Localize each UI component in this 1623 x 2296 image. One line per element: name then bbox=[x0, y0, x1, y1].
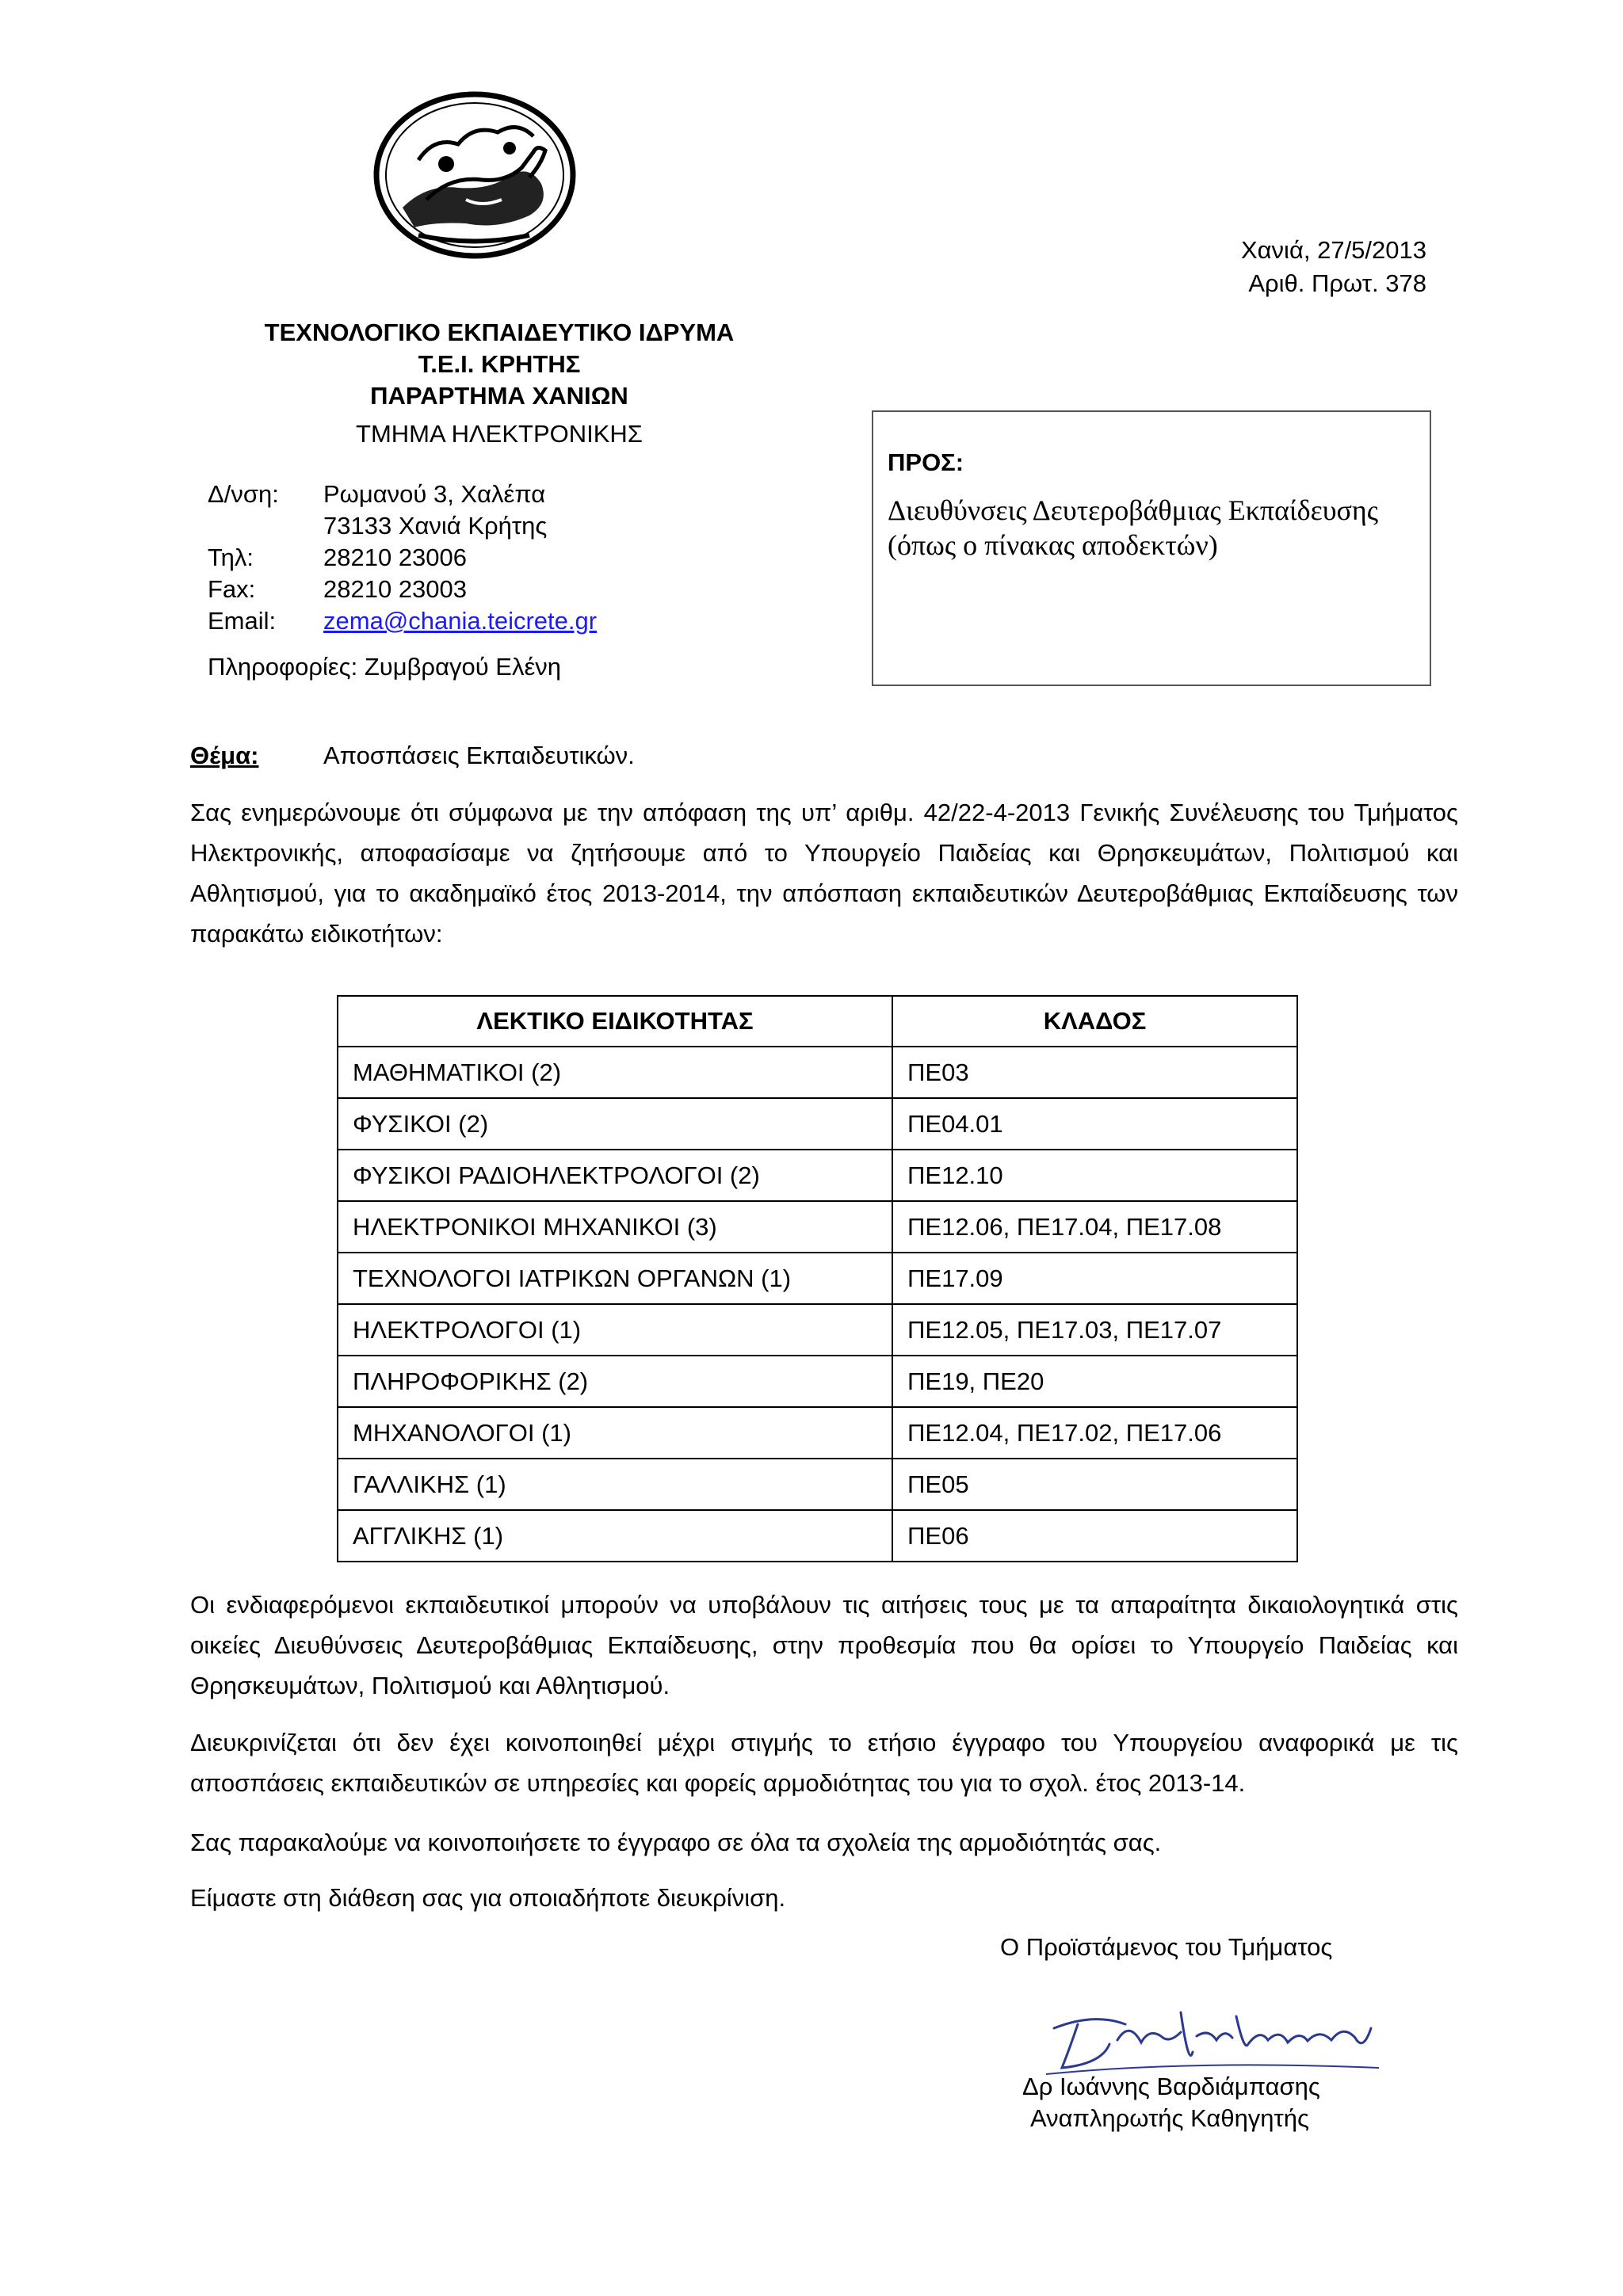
institution-logo bbox=[371, 89, 579, 261]
table-row bbox=[338, 1047, 1297, 1098]
specialty-cell: ΑΓΓΛΙΚΗΣ (1) bbox=[338, 1510, 892, 1562]
specialties-table bbox=[337, 995, 1298, 1562]
table-row bbox=[338, 1356, 1297, 1407]
place-date: Χανιά, 27/5/2013 bbox=[1240, 236, 1426, 264]
table-row bbox=[338, 1098, 1297, 1150]
branch-cell: ΠΕ12.10 bbox=[892, 1150, 1297, 1201]
phone-value: 28210 23006 bbox=[323, 543, 468, 571]
signatory-name: Δρ Ιωάννης Βαρδιάμπασης bbox=[1022, 2073, 1320, 2100]
branch-cell: ΠΕ05 bbox=[892, 1459, 1297, 1510]
specialty-cell: ΜΑΘΗΜΑΤΙΚΟΙ (2) bbox=[338, 1047, 892, 1098]
specialty-cell: ΠΛΗΡΟΦΟΡΙΚΗΣ (2) bbox=[338, 1356, 892, 1407]
department-name: ΤΜΗΜΑ ΗΛΕΚΤΡΟΝΙΚΗΣ bbox=[356, 420, 643, 448]
institution-name: ΤΕΧΝΟΛΟΓΙΚΟ ΕΚΠΑΙΔΕΥΤΙΚΟ ΙΔΡΥΜΑ bbox=[264, 318, 735, 346]
specialty-cell: ΓΑΛΛΙΚΗΣ (1) bbox=[338, 1459, 892, 1510]
table-row bbox=[338, 1510, 1297, 1562]
branch-cell: ΠΕ12.04, ΠΕ17.02, ΠΕ17.06 bbox=[892, 1407, 1297, 1459]
info-contact: Πληροφορίες: Ζυμβραγού Ελένη bbox=[208, 653, 562, 681]
fax-value: 28210 23003 bbox=[323, 575, 468, 603]
subject-label: Θέμα: bbox=[190, 742, 259, 769]
specialty-cell: ΦΥΣΙΚΟΙ ΡΑΔΙΟΗΛΕΚΤΡΟΛΟΓΟΙ (2) bbox=[338, 1150, 892, 1201]
address-label: Δ/νση: bbox=[208, 480, 279, 508]
branch-cell: ΠΕ06 bbox=[892, 1510, 1297, 1562]
table-row bbox=[338, 1407, 1297, 1459]
phone-label: Τηλ: bbox=[208, 543, 254, 571]
recipient-line2: (όπως ο πίνακας αποδεκτών) bbox=[888, 529, 1218, 561]
paragraph-clarification: Διευκρινίζεται ότι δεν έχει κοινοποιηθεί μέχρι στιγμής το ετήσιο έγγραφο του Υπουργείου αναφορικά με τις αποσπάσεις εκπαιδευτικών σε υπηρεσίες και φορείς αρμοδιότητας του για το σχολ. έτος 2013-14. bbox=[190, 1729, 1458, 1797]
specialty-cell: ΤΕΧΝΟΛΟΓΟΙ ΙΑΤΡΙΚΩΝ ΟΡΓΑΝΩΝ (1) bbox=[338, 1253, 892, 1304]
table-row bbox=[338, 1459, 1297, 1510]
recipient-label: ΠΡΟΣ: bbox=[888, 448, 964, 476]
branch-cell: ΠΕ04.01 bbox=[892, 1098, 1297, 1150]
address-line1: Ρωμανού 3, Χαλέπα bbox=[323, 480, 546, 508]
header-branch: ΚΛΑΔΟΣ bbox=[892, 996, 1297, 1047]
table-row bbox=[338, 1253, 1297, 1304]
signatory-title: Ο Προϊστάμενος του Τμήματος bbox=[1000, 1933, 1333, 1961]
branch-cell: ΠΕ12.06, ΠΕ17.04, ΠΕ17.08 bbox=[892, 1201, 1297, 1253]
specialty-cell: ΗΛΕΚΤΡΟΝΙΚΟΙ ΜΗΧΑΝΙΚΟΙ (3) bbox=[338, 1201, 892, 1253]
recipient-line1: Διευθύνσεις Δευτεροβάθμιας Εκπαίδευσης bbox=[888, 494, 1379, 526]
branch-cell: ΠΕ03 bbox=[892, 1047, 1297, 1098]
branch-cell: ΠΕ12.05, ΠΕ17.03, ΠΕ17.07 bbox=[892, 1304, 1297, 1356]
intro-paragraph: Σας ενημερώνουμε ότι σύμφωνα με την απόφαση της υπ’ αριθμ. 42/22-4-2013 Γενικής Συνέλευσης του Τμήματος Ηλεκτρονικής, αποφασίσαμε να ζητήσουμε από το Υπουργείο Παιδείας και Θρησκευμάτων, Πολιτισμού και Αθλητισμού, για το ακαδημαϊκό έτος 2013-2014, την απόσπαση εκπαιδευτικών Δευτεροβάθμιας Εκπαίδευσης των παρακάτω ειδικοτήτων: bbox=[190, 799, 1458, 948]
paragraph-applications: Οι ενδιαφερόμενοι εκπαιδευτικοί μπορούν να υποβάλουν τις αιτήσεις τους με τα απαραίτητα δικαιολογητικά στις οικείες Διευθύνσεις Δευτεροβάθμιας Εκπαίδευσης, στην προθεσμία που θα ορίσει το Υπουργείο Παιδείας και Θρησκευμάτων, Πολιτισμού και Αθλητισμού. bbox=[190, 1591, 1458, 1699]
specialty-cell: ΜΗΧΑΝΟΛΟΓΟΙ (1) bbox=[338, 1407, 892, 1459]
table-row bbox=[338, 1150, 1297, 1201]
specialty-cell: ΗΛΕΚΤΡΟΛΟΓΟΙ (1) bbox=[338, 1304, 892, 1356]
handwritten-signature bbox=[1030, 1981, 1395, 2084]
fax-label: Fax: bbox=[208, 575, 256, 603]
specialty-cell: ΦΥΣΙΚΟΙ (2) bbox=[338, 1098, 892, 1150]
branch-cell: ΠΕ17.09 bbox=[892, 1253, 1297, 1304]
table-header-row bbox=[338, 996, 1297, 1047]
signatory-rank: Αναπληρωτής Καθηγητής bbox=[1030, 2104, 1309, 2132]
paragraph-request: Σας παρακαλούμε να κοινοποιήσετε το έγγραφο σε όλα τα σχολεία της αρμοδιότητάς σας. bbox=[190, 1829, 1162, 1856]
address-line2: 73133 Χανιά Κρήτης bbox=[323, 512, 548, 540]
protocol-number: Αριθ. Πρωτ. 378 bbox=[1248, 269, 1426, 297]
header-specialty: ΛΕΚΤΙΚΟ ΕΙΔΙΚΟΤΗΤΑΣ bbox=[338, 996, 892, 1047]
paragraph-availability: Είμαστε στη διάθεση σας για οποιαδήποτε διευκρίνιση. bbox=[190, 1884, 786, 1912]
institution-branch: ΠΑΡΑΡΤΗΜΑ ΧΑΝΙΩΝ bbox=[370, 382, 628, 410]
email-label: Email: bbox=[208, 607, 277, 635]
branch-cell: ΠΕ19, ΠΕ20 bbox=[892, 1356, 1297, 1407]
subject-text: Αποσπάσεις Εκπαιδευτικών. bbox=[323, 742, 635, 769]
institution-short: Τ.Ε.Ι. ΚΡΗΤΗΣ bbox=[418, 350, 581, 378]
table-row bbox=[338, 1201, 1297, 1253]
email-link[interactable]: zema@chania.teicrete.gr bbox=[323, 607, 598, 635]
table-row bbox=[338, 1304, 1297, 1356]
